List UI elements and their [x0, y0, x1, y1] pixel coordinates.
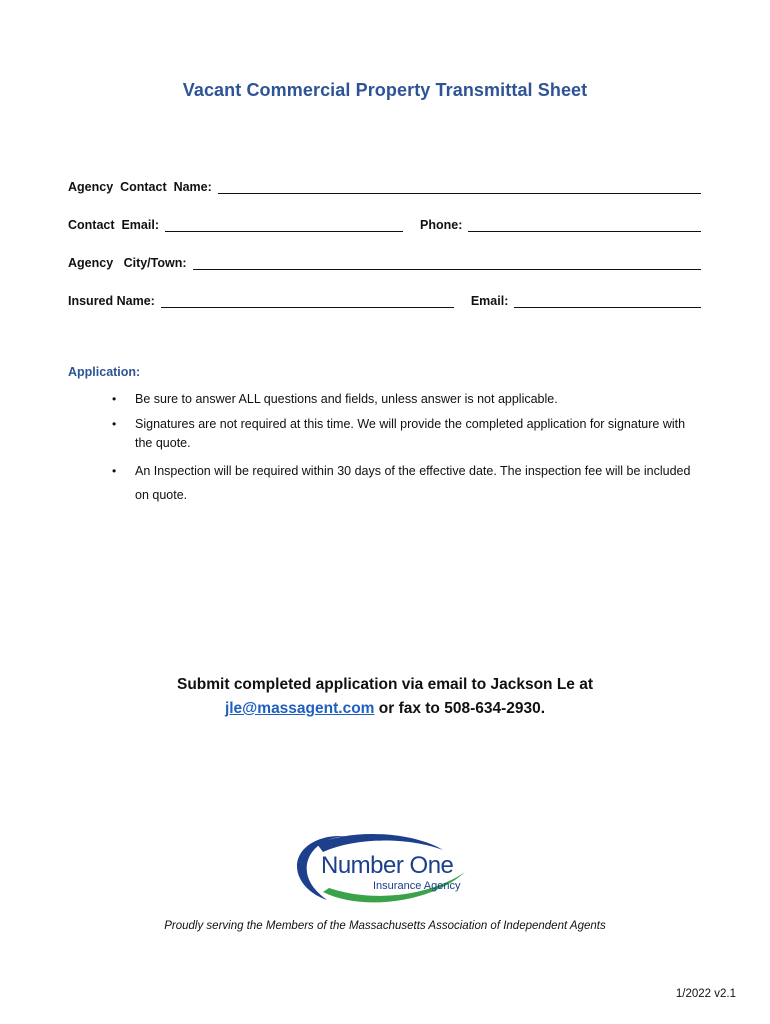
agency-contact-name-field[interactable] — [218, 179, 701, 194]
logo-subtitle: Insurance Agency — [373, 880, 461, 892]
insured-name-row — [68, 288, 701, 308]
agency-contact-name-label: Agency Contact Name: — [68, 180, 212, 194]
bullet-icon: • — [112, 392, 117, 406]
agency-contact-name-row — [68, 174, 701, 194]
contact-email-field[interactable] — [165, 217, 403, 232]
contact-email-row — [68, 212, 701, 232]
email-label: Email: — [470, 294, 509, 308]
bullet-icon: • — [112, 464, 117, 478]
list-item-text: An Inspection will be required within 30 days of the effective date. The inspection fee will be included on quote. — [135, 464, 691, 502]
list-item — [106, 390, 696, 409]
list-item — [106, 415, 696, 453]
number-one-logo — [293, 830, 483, 906]
bullet-icon: • — [112, 417, 117, 431]
tagline: Proudly serving the Members of the Massachusetts Association of Independent Agents — [164, 920, 606, 932]
list-item-text: Be sure to answer ALL questions and fields, unless answer is not applicable. — [135, 392, 558, 406]
submit-line-1: Submit completed application via email to Jackson Le at — [176, 676, 594, 693]
phone-field[interactable] — [468, 217, 701, 232]
submit-instructions — [0, 673, 770, 721]
list-item — [106, 459, 696, 507]
fax-text: or fax to 508-634-2930. — [374, 700, 546, 717]
agency-city-town-row — [68, 250, 701, 270]
application-heading: Application: — [68, 365, 141, 379]
agency-city-town-field[interactable] — [193, 255, 701, 270]
email-link[interactable]: jle@massagent.com — [224, 700, 375, 717]
list-item-text: Signatures are not required at this time. We will provide the completed application for signature with the quote. — [135, 417, 686, 450]
page-title: Vacant Commercial Property Transmittal Sheet — [182, 80, 588, 100]
submit-line-2 — [0, 697, 770, 721]
logo-name: Number One — [321, 852, 454, 879]
email-field[interactable] — [514, 293, 701, 308]
version-label: 1/2022 v2.1 — [675, 988, 736, 1000]
application-instructions-list — [106, 390, 696, 513]
agency-city-town-label: Agency City/Town: — [68, 256, 187, 270]
phone-label: Phone: — [420, 218, 463, 232]
contact-email-label: Contact Email: — [68, 218, 159, 232]
insured-name-field[interactable] — [161, 293, 454, 308]
insured-name-label: Insured Name: — [68, 294, 155, 308]
